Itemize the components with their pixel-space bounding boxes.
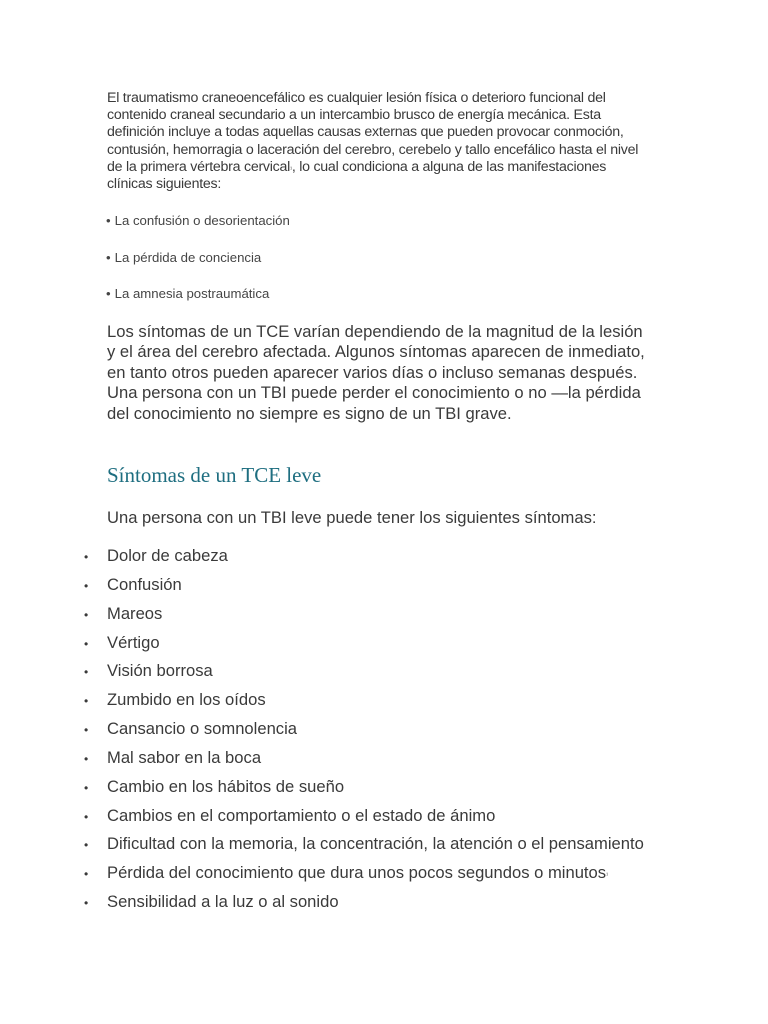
list-item [0, 661, 768, 690]
bullet-icon: • [84, 867, 89, 882]
footnote-marker: ¹ [290, 166, 292, 173]
bullet-icon: • [106, 286, 111, 301]
manifestation-item [106, 286, 269, 302]
symptom-label: Confusión [107, 574, 182, 594]
symptoms-paragraph: Los síntomas de un TCE varían dependiendo de la magnitud de la lesión y el área del cerebro afectada. Algunos síntomas aparecen de inmediato, en tanto otros pueden aparecer varios días o incluso semanas después. Una persona con un TBI puede perder el conocimiento o no —la pérdida del conocimiento no siempre es signo de un TBI grave. [107, 322, 645, 423]
symptom-label: Mareos [107, 603, 163, 623]
bullet-icon: • [84, 838, 89, 853]
section-heading: Síntomas de un TCE leve [107, 463, 322, 487]
bullet-icon: • [84, 550, 89, 564]
list-item [0, 863, 768, 892]
list-item [0, 748, 768, 777]
list-item [0, 892, 768, 921]
bullet-icon: • [84, 809, 89, 824]
list-item [0, 633, 768, 662]
footnote-marker: ¹ [606, 873, 609, 880]
bullet-icon: • [84, 578, 89, 593]
bullet-icon: • [84, 636, 89, 651]
bullet-icon: • [84, 723, 89, 738]
bullet-icon: • [84, 665, 89, 680]
list-item [0, 546, 768, 575]
list-item [0, 575, 768, 604]
list-item [0, 690, 768, 719]
manifestation-item [106, 213, 290, 229]
symptom-label: Vértigo [107, 632, 160, 652]
symptom-label-with-footnote [107, 863, 608, 883]
symptoms-lead: Una persona con un TBI leve puede tener los siguientes síntomas: [107, 508, 597, 527]
symptom-label: Cambios en el comportamiento o el estado de ánimo [107, 805, 496, 825]
symptom-label: Mal sabor en la boca [107, 747, 262, 767]
bullet-icon: • [84, 694, 89, 709]
manifestation-label: La amnesia postraumática [114, 286, 270, 301]
symptom-label: Cansancio o somnolencia [107, 719, 298, 739]
symptom-label: Visión borrosa [107, 661, 213, 681]
bullet-icon: • [84, 780, 89, 795]
intro-paragraph [107, 90, 647, 193]
list-item [0, 806, 768, 835]
manifestation-label: La confusión o desorientación [114, 213, 290, 228]
symptom-label: Cambio en los hábitos de sueño [107, 776, 345, 796]
list-item [0, 777, 768, 806]
list-item [0, 719, 768, 748]
intro-text: El traumatismo craneoencefálico es cualquier lesión física o deterioro funcional del contenido craneal secundario a un intercambio brusco de energía mecánica. Esta definición incluye a todas aquellas causas externas que pueden provocar conmoción, contusión, hemorragia o laceración del cerebro, cerebelo y tallo encefálico hasta el nivel de la primera vértebra cervical [107, 90, 639, 175]
bullet-icon: • [106, 250, 111, 265]
list-item [0, 604, 768, 633]
intro-text-continued: , lo cual condiciona a alguna de las manifestaciones clínicas siguientes: [107, 158, 607, 193]
manifestation-label: La pérdida de conciencia [114, 250, 262, 265]
manifestation-item [106, 250, 261, 266]
symptom-label: Pérdida del conocimiento que dura unos pocos segundos o minutos [107, 863, 607, 883]
symptom-label: Sensibilidad a la luz o al sonido [107, 892, 339, 912]
symptoms-list [0, 546, 768, 921]
bullet-icon: • [84, 896, 89, 911]
bullet-icon: • [84, 751, 89, 766]
list-item [0, 834, 768, 863]
symptom-label: Zumbido en los oídos [107, 690, 266, 710]
bullet-icon: • [84, 607, 89, 622]
symptom-label: Dificultad con la memoria, la concentración, la atención o el pensamiento [107, 834, 644, 854]
bullet-icon: • [106, 213, 111, 228]
symptom-label: Dolor de cabeza [107, 546, 228, 565]
